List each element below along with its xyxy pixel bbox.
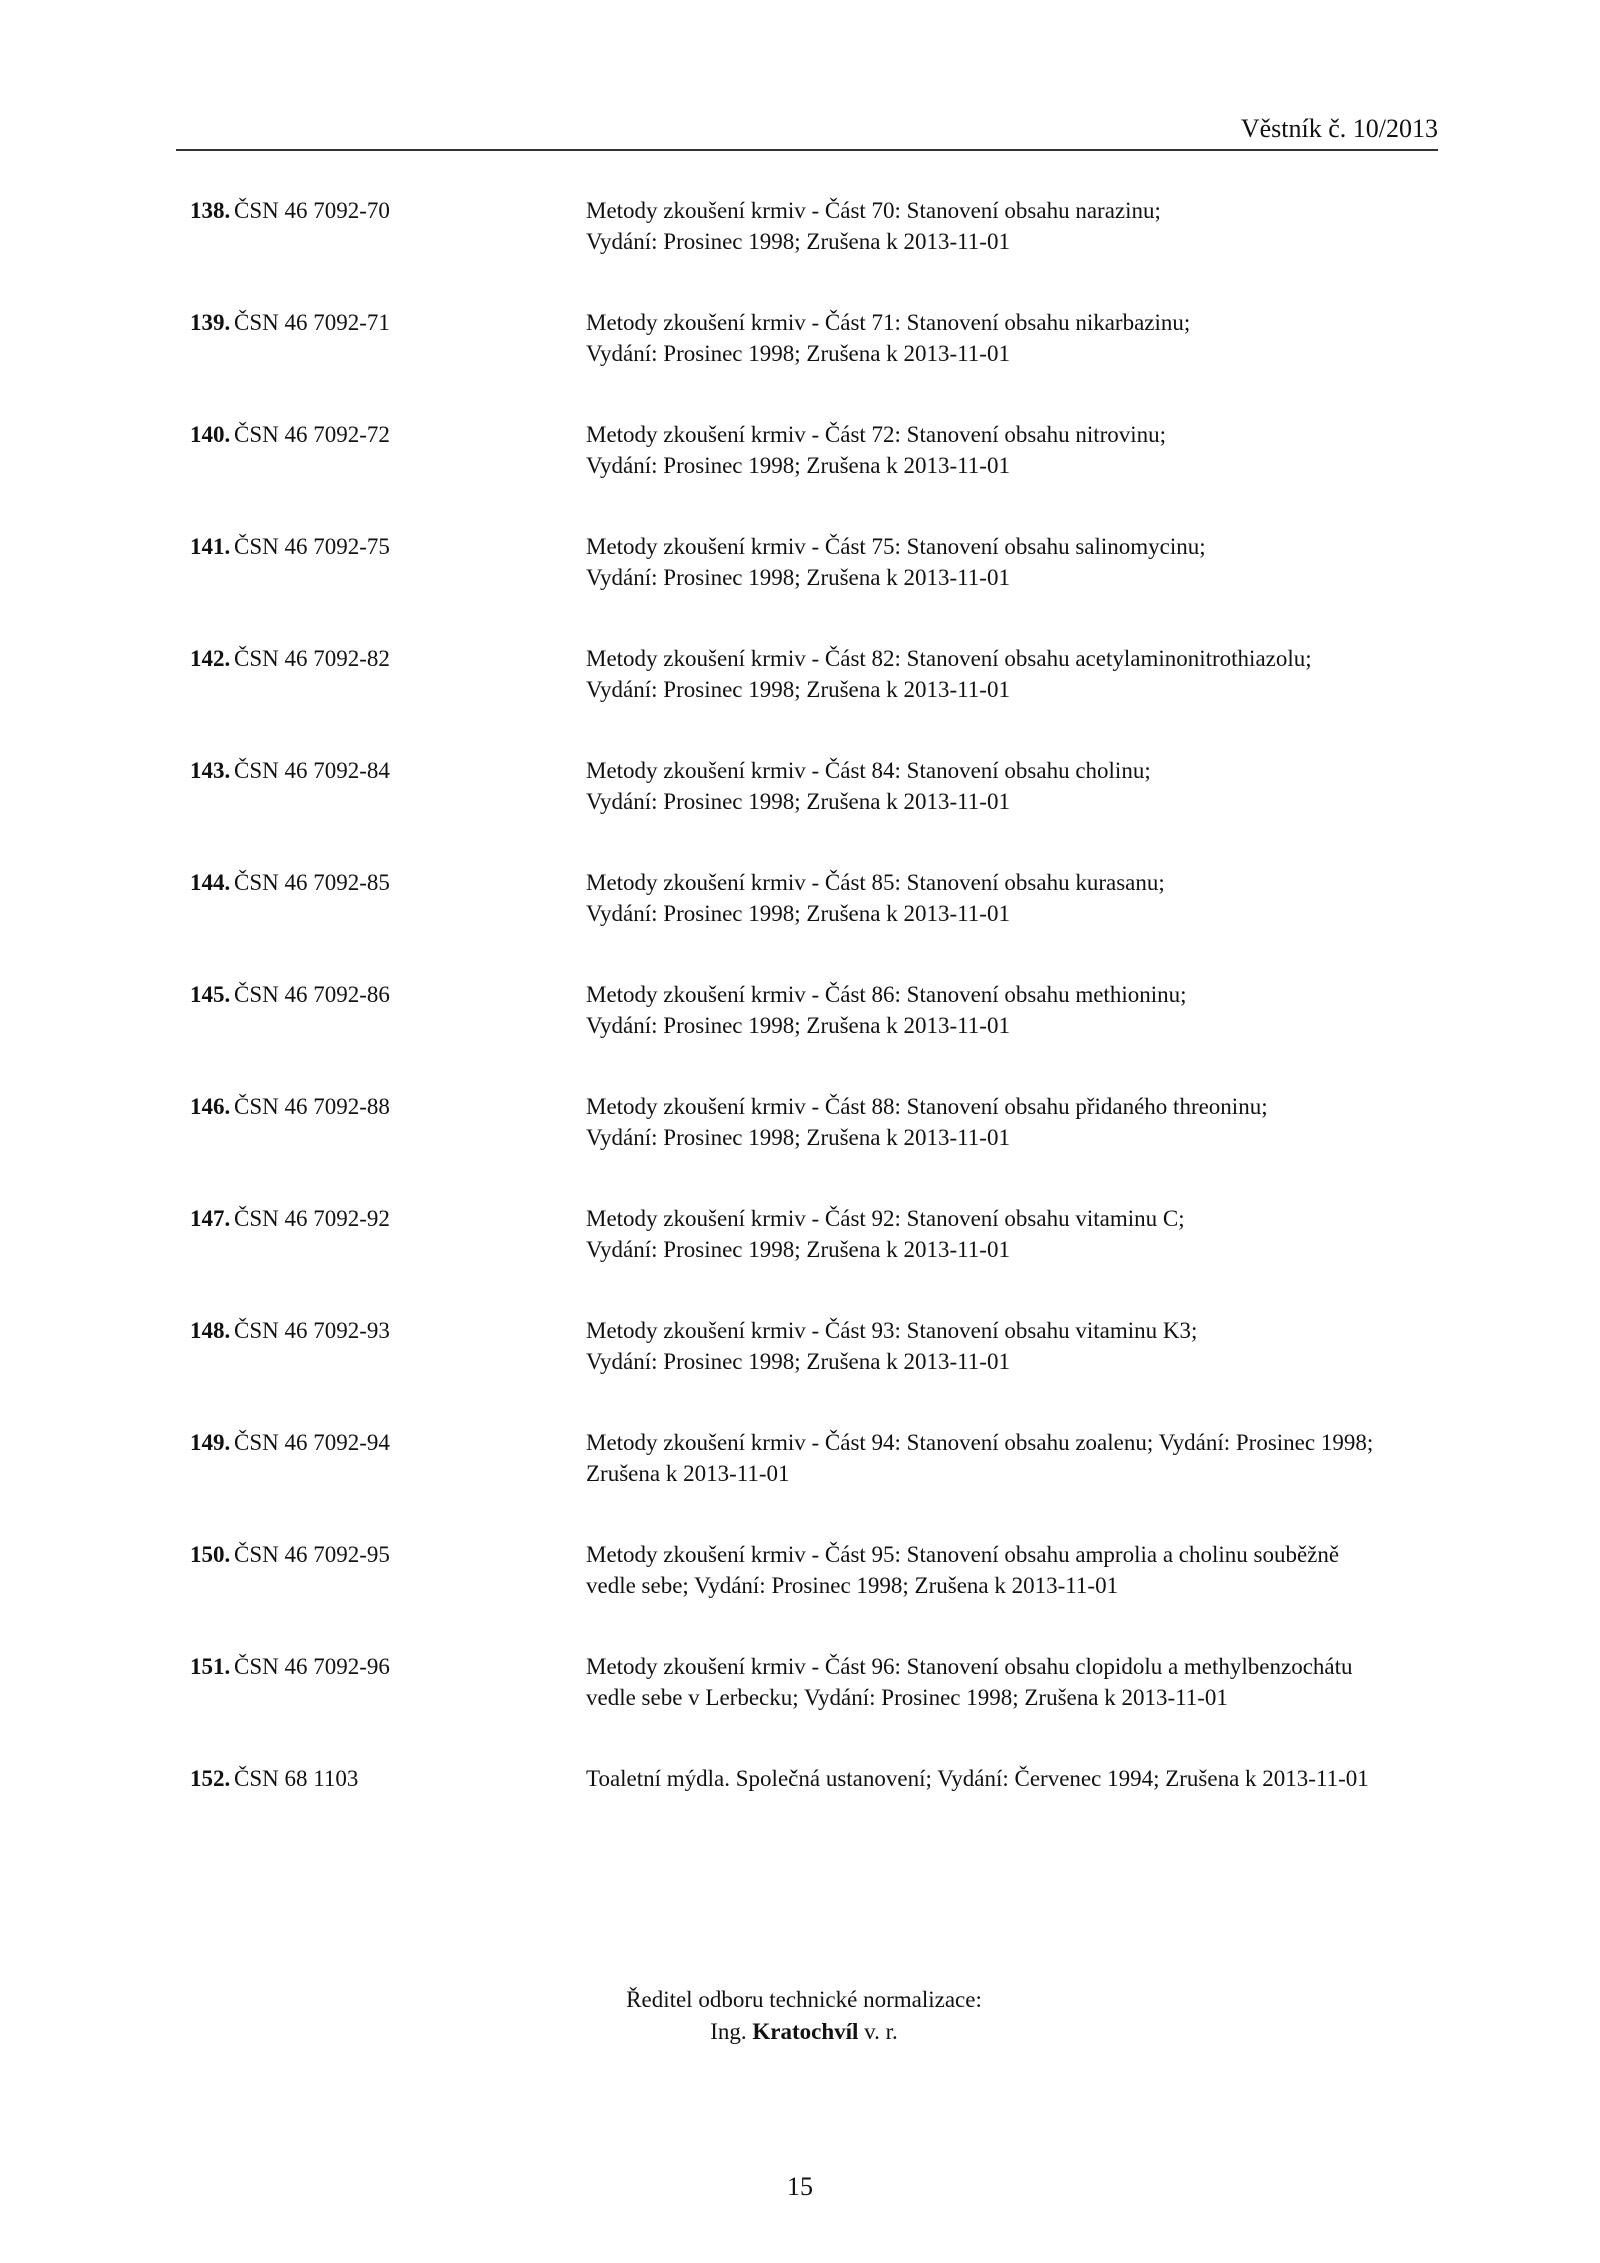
standard-description: [586, 195, 1438, 257]
item-number: 150.: [190, 1542, 231, 1567]
standard-code: ČSN 46 7092-93: [234, 1318, 390, 1343]
standard-description: [586, 1203, 1438, 1265]
list-item: [190, 1427, 1438, 1539]
page-header: [176, 112, 1438, 151]
journal-title: Věstník č. 10/2013: [1240, 114, 1438, 143]
item-number: 146.: [190, 1094, 231, 1119]
list-item: [190, 195, 1438, 307]
standard-description: [586, 1091, 1438, 1153]
page-number: 15: [787, 2172, 813, 2201]
description-line: Metody zkoušení krmiv - Část 85: Stanovení obsahu kurasanu;: [586, 870, 1165, 895]
standard-description: [586, 531, 1438, 593]
standard-code: ČSN 46 7092-85: [234, 870, 390, 895]
list-item: [190, 1091, 1438, 1203]
item-number: 141.: [190, 534, 231, 559]
item-number: 142.: [190, 646, 231, 671]
list-item: [190, 1651, 1438, 1763]
item-number: 147.: [190, 1206, 231, 1231]
description-line: Vydání: Prosinec 1998; Zrušena k 2013-11-01: [586, 453, 1010, 478]
standard-description: [586, 307, 1438, 369]
list-item: [190, 1315, 1438, 1427]
description-line: Vydání: Prosinec 1998; Zrušena k 2013-11-01: [586, 1237, 1010, 1262]
item-number: 144.: [190, 870, 231, 895]
description-line: Vydání: Prosinec 1998; Zrušena k 2013-11-01: [586, 341, 1010, 366]
item-number: 152.: [190, 1766, 231, 1791]
standard-description: [586, 1763, 1438, 1794]
description-line: Vydání: Prosinec 1998; Zrušena k 2013-11-01: [586, 1125, 1010, 1150]
standard-description: [586, 1539, 1438, 1601]
item-number: 145.: [190, 982, 231, 1007]
description-line: Vydání: Prosinec 1998; Zrušena k 2013-11-01: [586, 1013, 1010, 1038]
item-number: 151.: [190, 1654, 231, 1679]
description-line: Vydání: Prosinec 1998; Zrušena k 2013-11-01: [586, 229, 1010, 254]
standard-code: ČSN 46 7092-70: [234, 198, 390, 223]
description-line: Metody zkoušení krmiv - Část 96: Stanovení obsahu clopidolu a methylbenzochátu: [586, 1654, 1353, 1679]
standard-description: [586, 979, 1438, 1041]
description-line: Metody zkoušení krmiv - Část 75: Stanovení obsahu salinomycinu;: [586, 534, 1206, 559]
list-item: [190, 1203, 1438, 1315]
standards-list: [190, 195, 1438, 1875]
standard-code: ČSN 46 7092-95: [234, 1542, 390, 1567]
list-item: [190, 643, 1438, 755]
description-line: vedle sebe v Lerbecku; Vydání: Prosinec 1998; Zrušena k 2013-11-01: [586, 1685, 1228, 1710]
list-item: [190, 1539, 1438, 1651]
list-item: [190, 419, 1438, 531]
list-item: [190, 1763, 1438, 1875]
description-line: Toaletní mýdla. Společná ustanovení; Vydání: Červenec 1994; Zrušena k 2013-11-01: [586, 1766, 1369, 1791]
standard-code: ČSN 46 7092-71: [234, 310, 390, 335]
description-line: Metody zkoušení krmiv - Část 93: Stanovení obsahu vitaminu K3;: [586, 1318, 1198, 1343]
standard-description: [586, 1315, 1438, 1377]
signature-suffix: v. r.: [864, 2019, 898, 2044]
list-item: [190, 979, 1438, 1091]
standard-code: ČSN 46 7092-92: [234, 1206, 390, 1231]
standard-description: [586, 419, 1438, 481]
item-number: 148.: [190, 1318, 231, 1343]
list-item: [190, 755, 1438, 867]
description-line: Metody zkoušení krmiv - Část 72: Stanovení obsahu nitrovinu;: [586, 422, 1167, 447]
item-number: 139.: [190, 310, 231, 335]
description-line: Vydání: Prosinec 1998; Zrušena k 2013-11-01: [586, 901, 1010, 926]
list-item: [190, 867, 1438, 979]
standard-code: ČSN 46 7092-75: [234, 534, 390, 559]
standard-code: ČSN 46 7092-96: [234, 1654, 390, 1679]
signature-name: Kratochvíl: [752, 2019, 859, 2044]
signature-block: [0, 1984, 1600, 2048]
list-item: [190, 531, 1438, 643]
standard-code: ČSN 46 7092-72: [234, 422, 390, 447]
description-line: vedle sebe; Vydání: Prosinec 1998; Zrušena k 2013-11-01: [586, 1573, 1119, 1598]
description-line: Vydání: Prosinec 1998; Zrušena k 2013-11-01: [586, 677, 1010, 702]
description-line: Metody zkoušení krmiv - Část 86: Stanovení obsahu methioninu;: [586, 982, 1187, 1007]
description-line: Vydání: Prosinec 1998; Zrušena k 2013-11-01: [586, 565, 1010, 590]
standard-code: ČSN 46 7092-88: [234, 1094, 390, 1119]
standard-code: ČSN 46 7092-82: [234, 646, 390, 671]
description-line: Zrušena k 2013-11-01: [586, 1461, 790, 1486]
description-line: Metody zkoušení krmiv - Část 88: Stanovení obsahu přidaného threoninu;: [586, 1094, 1268, 1119]
standard-description: [586, 1427, 1438, 1489]
item-number: 138.: [190, 198, 231, 223]
item-number: 140.: [190, 422, 231, 447]
description-line: Vydání: Prosinec 1998; Zrušena k 2013-11-01: [586, 789, 1010, 814]
signature-name-line: [0, 2016, 1600, 2048]
description-line: Metody zkoušení krmiv - Část 92: Stanovení obsahu vitaminu C;: [586, 1206, 1185, 1231]
signature-role: Ředitel odboru technické normalizace:: [626, 1987, 982, 2012]
list-item: [190, 307, 1438, 419]
description-line: Metody zkoušení krmiv - Část 94: Stanovení obsahu zoalenu; Vydání: Prosinec 1998;: [586, 1430, 1374, 1455]
description-line: Metody zkoušení krmiv - Část 70: Stanovení obsahu narazinu;: [586, 198, 1161, 223]
standard-description: [586, 755, 1438, 817]
standard-code: ČSN 46 7092-94: [234, 1430, 390, 1455]
description-line: Metody zkoušení krmiv - Část 84: Stanovení obsahu cholinu;: [586, 758, 1151, 783]
standard-code: ČSN 46 7092-86: [234, 982, 390, 1007]
description-line: Metody zkoušení krmiv - Část 71: Stanovení obsahu nikarbazinu;: [586, 310, 1191, 335]
standard-code: ČSN 46 7092-84: [234, 758, 390, 783]
signature-prefix: Ing.: [710, 2019, 747, 2044]
description-line: Metody zkoušení krmiv - Část 82: Stanovení obsahu acetylaminonitrothiazolu;: [586, 646, 1312, 671]
standard-description: [586, 1651, 1438, 1713]
item-number: 143.: [190, 758, 231, 783]
standard-description: [586, 643, 1438, 705]
description-line: Metody zkoušení krmiv - Část 95: Stanovení obsahu amprolia a cholinu souběžně: [586, 1542, 1340, 1567]
standard-code: ČSN 68 1103: [234, 1766, 359, 1791]
item-number: 149.: [190, 1430, 231, 1455]
description-line: Vydání: Prosinec 1998; Zrušena k 2013-11-01: [586, 1349, 1010, 1374]
standard-description: [586, 867, 1438, 929]
